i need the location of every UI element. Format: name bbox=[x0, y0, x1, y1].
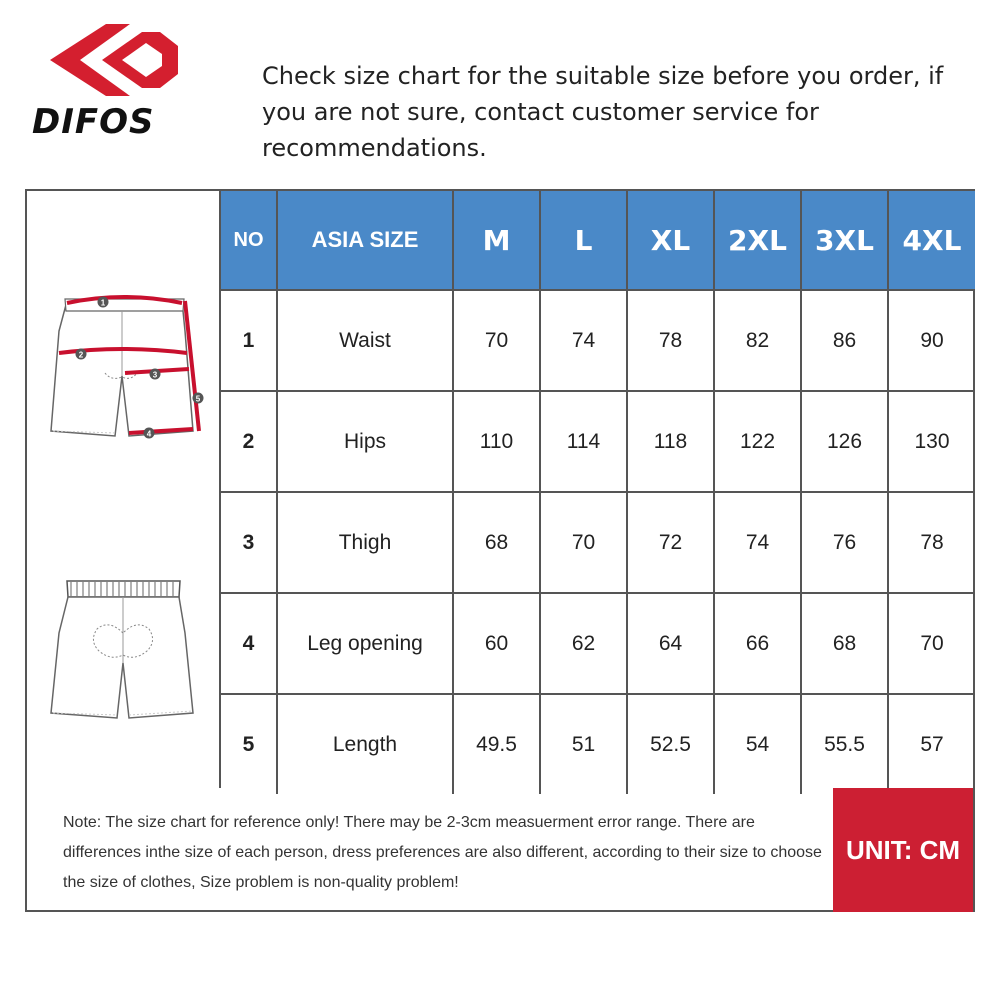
table-cell: 55.5 bbox=[801, 694, 888, 794]
svg-text:1: 1 bbox=[100, 298, 106, 308]
table-cell: 70 bbox=[540, 492, 627, 593]
table-cell: 130 bbox=[888, 391, 975, 492]
svg-text:2: 2 bbox=[78, 350, 84, 360]
header-asia-size: ASIA SIZE bbox=[277, 191, 453, 290]
table-cell: 86 bbox=[801, 290, 888, 391]
unit-badge: UNIT: CM bbox=[833, 788, 973, 912]
size-chart bbox=[25, 189, 975, 912]
table-header-row bbox=[221, 191, 975, 290]
brand-logo-mark bbox=[50, 24, 180, 96]
table-cell: 78 bbox=[627, 290, 714, 391]
table-row-thigh bbox=[221, 492, 975, 593]
brand-name: DIFOS bbox=[32, 102, 155, 142]
table-cell: 64 bbox=[627, 593, 714, 694]
shorts-back-illustration bbox=[27, 573, 221, 743]
table-cell: 82 bbox=[714, 290, 801, 391]
table-row-leg-opening bbox=[221, 593, 975, 694]
note-box bbox=[27, 788, 833, 912]
table-cell: 57 bbox=[888, 694, 975, 794]
table-cell: 70 bbox=[888, 593, 975, 694]
shorts-diagram bbox=[27, 191, 221, 788]
table-cell: 68 bbox=[801, 593, 888, 694]
header-size-2xl: 2XL bbox=[714, 191, 801, 290]
table-cell: 110 bbox=[453, 391, 540, 492]
row-number: 1 bbox=[221, 290, 277, 391]
shorts-front-illustration bbox=[27, 281, 221, 581]
row-number: 5 bbox=[221, 694, 277, 794]
row-number: 3 bbox=[221, 492, 277, 593]
table-cell: 74 bbox=[540, 290, 627, 391]
table-cell: 122 bbox=[714, 391, 801, 492]
table-cell: 52.5 bbox=[627, 694, 714, 794]
svg-text:3: 3 bbox=[152, 370, 158, 380]
table-row-length bbox=[221, 694, 975, 794]
measurement-name: Waist bbox=[277, 290, 453, 391]
header-size-l: L bbox=[540, 191, 627, 290]
svg-text:5: 5 bbox=[195, 394, 201, 404]
table-cell: 60 bbox=[453, 593, 540, 694]
size-table bbox=[221, 191, 975, 794]
measurement-name: Thigh bbox=[277, 492, 453, 593]
table-cell: 70 bbox=[453, 290, 540, 391]
table-row-hips bbox=[221, 391, 975, 492]
measurement-name: Length bbox=[277, 694, 453, 794]
table-cell: 54 bbox=[714, 694, 801, 794]
table-cell: 72 bbox=[627, 492, 714, 593]
table-cell: 78 bbox=[888, 492, 975, 593]
row-number: 2 bbox=[221, 391, 277, 492]
header-no: NO bbox=[221, 191, 277, 290]
row-number: 4 bbox=[221, 593, 277, 694]
table-cell: 118 bbox=[627, 391, 714, 492]
header-size-3xl: 3XL bbox=[801, 191, 888, 290]
table-cell: 74 bbox=[714, 492, 801, 593]
table-cell: 62 bbox=[540, 593, 627, 694]
header-size-xl: XL bbox=[627, 191, 714, 290]
header-size-4xl: 4XL bbox=[888, 191, 975, 290]
header-size-m: M bbox=[453, 191, 540, 290]
table-cell: 49.5 bbox=[453, 694, 540, 794]
table-cell: 76 bbox=[801, 492, 888, 593]
note-text: Note: The size chart for reference only! There may be 2-3cm measuerment error range. There are differences inthe size of each person, dress preferences are also different, according to their size to choose the size of clothes, Size problem is non-quality problem! bbox=[63, 814, 822, 891]
intro-text: Check size chart for the suitable size before you order, if you are not sure, contact customer service for recommendations. bbox=[262, 62, 944, 162]
table-cell: 51 bbox=[540, 694, 627, 794]
svg-text:4: 4 bbox=[146, 429, 152, 439]
table-cell: 66 bbox=[714, 593, 801, 694]
table-cell: 126 bbox=[801, 391, 888, 492]
brand-logo bbox=[30, 24, 190, 144]
table-cell: 90 bbox=[888, 290, 975, 391]
table-cell: 68 bbox=[453, 492, 540, 593]
table-cell: 114 bbox=[540, 391, 627, 492]
measurement-name: Leg opening bbox=[277, 593, 453, 694]
measurement-name: Hips bbox=[277, 391, 453, 492]
table-row-waist bbox=[221, 290, 975, 391]
